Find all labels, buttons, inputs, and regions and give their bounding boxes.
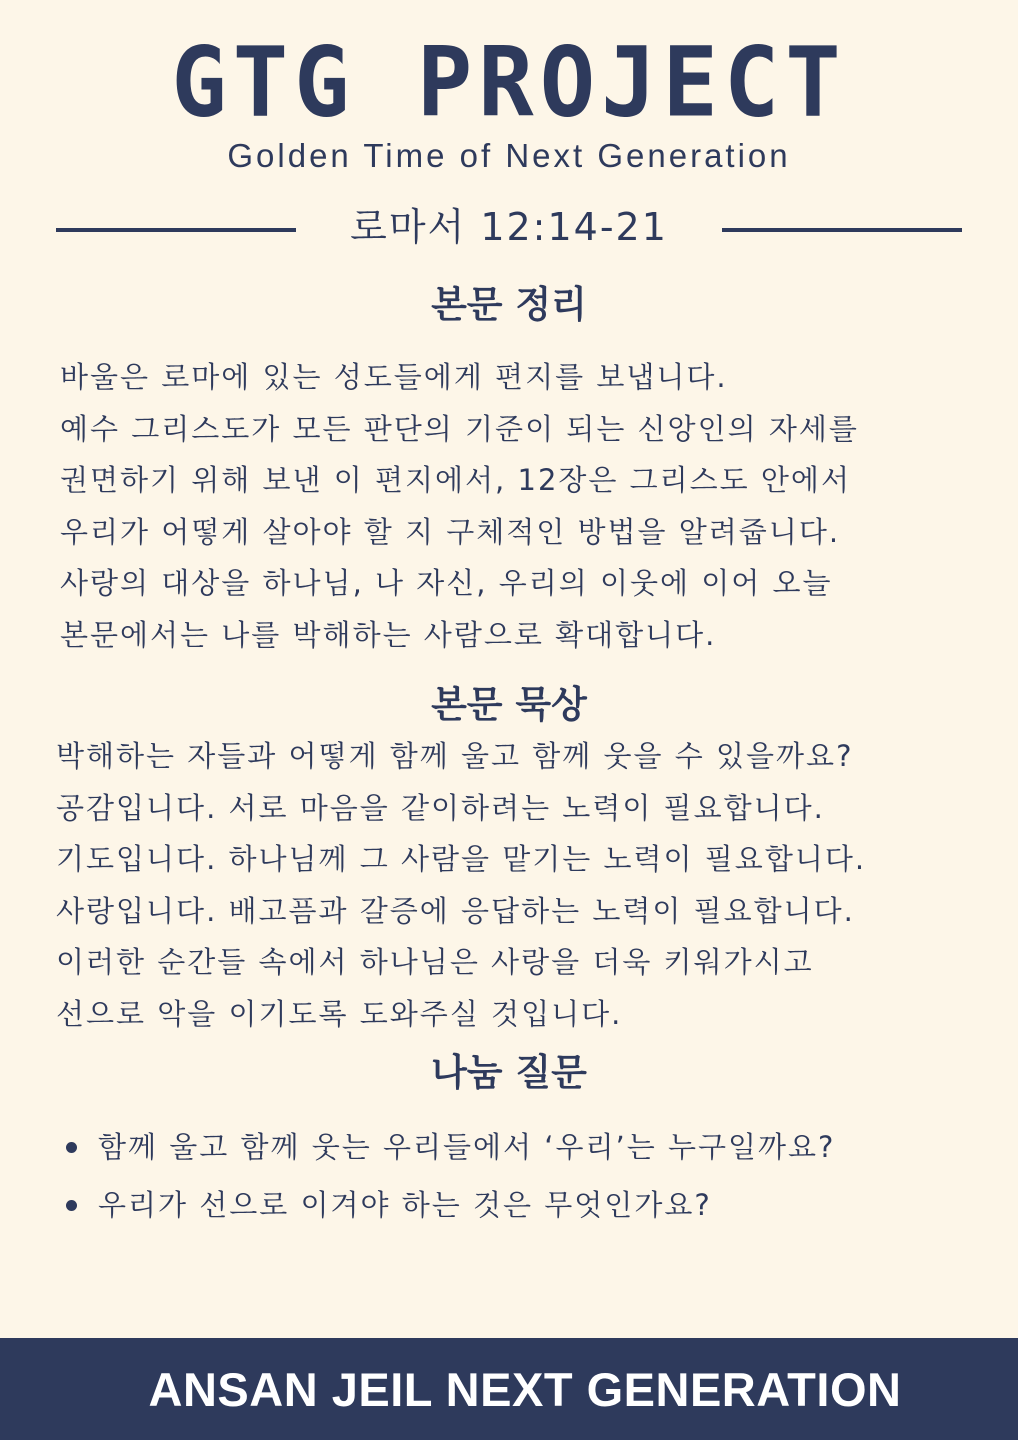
summary-paragraph xyxy=(60,352,859,661)
meditation-line: 선으로 악을 이기도록 도와주실 것입니다. xyxy=(56,996,623,1031)
question-text: 함께 울고 함께 웃는 우리들에서 ‘우리’는 누구일까요? xyxy=(98,1130,836,1164)
summary-line: 우리가 어떻게 살아야 할 지 구체적인 방법을 알려줍니다. xyxy=(60,514,841,549)
bullet-icon xyxy=(66,1142,77,1153)
page-title: GTG PROJECT xyxy=(171,26,847,139)
questions-list xyxy=(60,1118,835,1234)
question-text: 우리가 선으로 이겨야 하는 것은 무엇인가요? xyxy=(98,1188,712,1222)
meditation-line: 사랑입니다. 배고픔과 갈증에 응답하는 노력이 필요합니다. xyxy=(56,893,855,928)
divider-left xyxy=(56,228,296,232)
questions-heading: 나눔 질문 xyxy=(431,1051,587,1094)
meditation-line: 박해하는 자들과 어떻게 함께 울고 함께 웃을 수 있을까요? xyxy=(56,739,854,773)
page-subtitle: Golden Time of Next Generation xyxy=(227,137,791,174)
summary-heading: 본문 정리 xyxy=(431,283,587,326)
list-item xyxy=(60,1118,835,1176)
footer-text: ANSAN JEIL NEXT GENERATION xyxy=(148,1363,902,1416)
meditation-line: 기도입니다. 하나님께 그 사람을 맡기는 노력이 필요합니다. xyxy=(56,842,867,876)
summary-line: 본문에서는 나를 박해하는 사람으로 확대합니다. xyxy=(60,617,717,652)
summary-line: 사랑의 대상을 하나님, 나 자신, 우리의 이웃에 이어 오늘 xyxy=(60,566,833,600)
list-item xyxy=(60,1176,835,1234)
footer-banner xyxy=(0,1338,1018,1440)
summary-line: 바울은 로마에 있는 성도들에게 편지를 보냅니다. xyxy=(60,360,728,394)
meditation-line: 이러한 순간들 속에서 하나님은 사랑을 더욱 키워가시고 xyxy=(56,945,814,979)
meditation-heading: 본문 묵상 xyxy=(431,683,587,726)
divider-right xyxy=(722,228,962,232)
bullet-icon xyxy=(66,1200,77,1211)
meditation-paragraph xyxy=(56,731,866,1040)
summary-line: 권면하기 위해 보낸 이 편지에서, 12장은 그리스도 안에서 xyxy=(60,463,851,497)
scripture-reference: 로마서 12:14-21 xyxy=(350,205,668,249)
meditation-line: 공감입니다. 서로 마음을 같이하려는 노력이 필요합니다. xyxy=(56,790,825,825)
summary-line: 예수 그리스도가 모든 판단의 기준이 되는 신앙인의 자세를 xyxy=(60,411,859,446)
